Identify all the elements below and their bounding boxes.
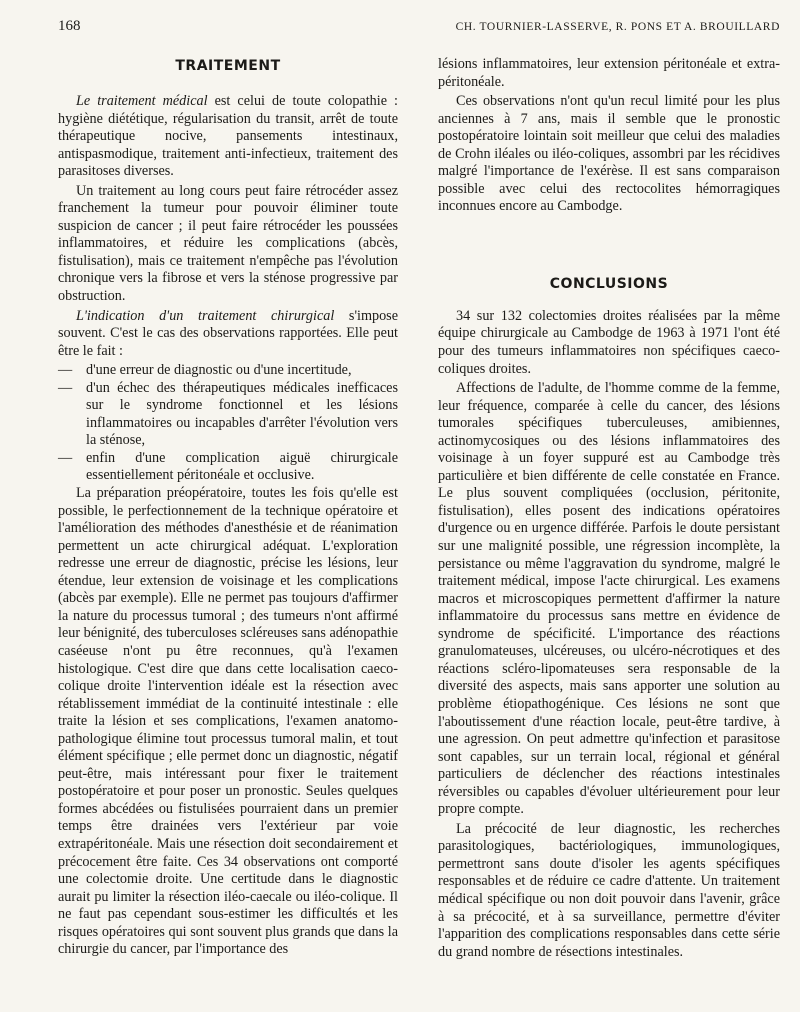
- paragraph-long-term-treatment: Un traitement au long cours peut faire rétrocéder assez franchement la tumeur pour pouvoir éliminer toute suspicion de cancer ; il peut faire rétrocéder les poussées inflammatoires, et réduire les complications (abcès, fistulisation), mais ce traitement n'empêche pas l'évolution chronique vers la fibrose et vers la sténose progressive par obstruction.: [58, 182, 398, 305]
- italic-phrase: L'indication d'un traitement chirurgical: [76, 307, 335, 324]
- indication-list: [58, 362, 398, 485]
- list-item: — d'un échec des thérapeutiques médicales inefficaces sur le syndrome fonctionnel et les lésions inflammatoires ou incapables d'arrêter l'évolution vers la sténose,: [58, 380, 398, 450]
- paragraph-affections: Affections de l'adulte, de l'homme comme de la femme, leur fréquence, comparée à celle du cancer, des lésions tumorales spécifiques tuberculeuses, amibiennes, actinomycosiques ou des lésions inflammatoires des voisinage à un foyer suppuré est au Cambodge très particulière et bien différente de celle constatée en France. Le plus souvent compliquées (occlusion, péritonite, fistulisation), elles posent des indications opératoires d'urgence ou en urgence différée. Parfois le doute persistant sur une malignité possible, une régression incomplète, la persistance ou même l'aggravation du syndrome, malgré le traitement médical, impose l'acte chirurgical. Les examens macros et microscopiques permettent d'affirmer la nature inflammatoire du processus sans mettre en évidence de syndrome de spécificité. L'importance des réactions granulomateuses, ulcéreuses, ou ulcéro-nécrotiques et des réactions scléro-lipomateuses sera responsable de la diversité des aspects, mais sans apporter une solution au problème étiopathogénique. Ces lésions ne sont que l'aboutissement d'une réaction locale, peut-être tardive, à une agression. On peut admettre qu'infection et parasitose sont capables, sur un terrain local, régional et général particuliers de déclencher des réactions intestinales réversibles ou capables d'évoluer ultérieurement pour leur propre compte.: [438, 380, 780, 818]
- paragraph-diagnosis-precocity: La précocité de leur diagnostic, les recherches parasitologiques, bactériologiques, immunologiques, permettront sans doute d'isoler les agents spécifiques responsables et de réduire ce cadre d'attente. Un traitement médical spécifique ou non doit pouvoir dans l'avenir, grâce à sa précocité, et à sa surveillance, permettre d'éviter l'apparition des complications responsables dans cette série du grand nombre de résections intestinales.: [438, 820, 780, 960]
- page-number: 168: [58, 18, 81, 34]
- paragraph-colectomies: 34 sur 132 colectomies droites réalisées par la même équipe chirurgicale au Cambodge de 1963 à 1971 l'ont été pour des tumeurs inflammatoires non spécifiques caeco-coliques droites.: [438, 307, 780, 377]
- left-column: [58, 56, 398, 961]
- page-header: [0, 18, 800, 44]
- italic-phrase: Le traitement médical: [76, 93, 208, 109]
- paragraph-observations: Ces observations n'ont qu'un recul limité pour les plus anciennes à 7 ans, mais il semble que le pronostic postopératoire lointain soit meilleur que celui des maladies de Crohn iléales ou iléo-coliques, assombri par les récidives malgré l'importance de l'exérèse. Il est sans comparaison possible avec celui des rectocolites hémorragiques inconnues encore au Cambodge.: [438, 93, 780, 215]
- list-item: — enfin d'une complication aiguë chirurgicale essentiellement péritonéale et occlusive.: [58, 450, 398, 485]
- running-head: CH. TOURNIER-LASSERVE, R. PONS ET A. BROUILLARD: [455, 21, 780, 33]
- heading-conclusions: CONCLUSIONS: [549, 275, 669, 292]
- right-column: [438, 56, 780, 963]
- paragraph-medical-treatment: [58, 93, 398, 181]
- paragraph-text: s'impose souvent. C'est le cas des observations rapportées. Elle peut être le fait :: [58, 307, 398, 359]
- list-item: — d'une erreur de diagnostic ou d'une incertitude,: [58, 362, 398, 380]
- paragraph-preoperative: La préparation préopératoire, toutes les fois qu'elle est possible, le perfectionnement de la technique opératoire et l'amélioration des méthodes d'anesthésie et de réanimation permettent un acte chirurgical adéquat. L'exploration redresse une erreur de diagnostic, précise les lésions, leur étendue, leur extension de voisinage et les complications (abcès par exemple). Elle ne permet pas toujours d'affirmer la nature du processus tumoral ; des tumeurs n'ont affirmé leur bénignité, des tuberculoses scléreuses sans adénopathie caséeuse n'ont pu être reconnues, qu'à l'examen histologique. C'est dire que dans cette localisation caeco-colique droite l'intervention idéale est la résection avec rétablissement immédiat de la continuité intestinale : elle traite la lésion et ses complications, l'examen anatomo-pathologique élimine tout processus tumoral malin, et tout élément spécifique ; elle permet donc un diagnostic, négatif peut-être, mais intéressant pour fixer le traitement postopératoire et pour poser un pronostic. Seules quelques formes abcédées ou fistulisées pourraient dans un premier temps être drainées vers l'extérieur par voie extrapéritonéale. Mais une résection doit secondairement et précocement être faite. Ces 34 observations ont comporté une colectomie droite. Une certitude dans le diagnostic aurait pu limiter la résection iléo-caecale ou iléo-colique. Il ne faut pas cependant sous-estimer les difficultés et les risques opératoires qui sont souvent plus grands que dans la chirurgie du cancer, par l'importance des: [58, 485, 398, 958]
- paragraph-text: est celui de toute colopathie : hygiène diététique, régularisation du transit, arrêt de toute thérapeutique nocive, pansements intestinaux, antispasmodique, traitement anti-infectieux, traitement des parasitoses diverses.: [58, 93, 398, 180]
- paragraph-continued: lésions inflammatoires, leur extension péritonéale et extra-péritonéale.: [438, 56, 780, 90]
- paragraph-surgical-indication: [58, 308, 398, 361]
- heading-traitement: TRAITEMENT: [175, 58, 281, 74]
